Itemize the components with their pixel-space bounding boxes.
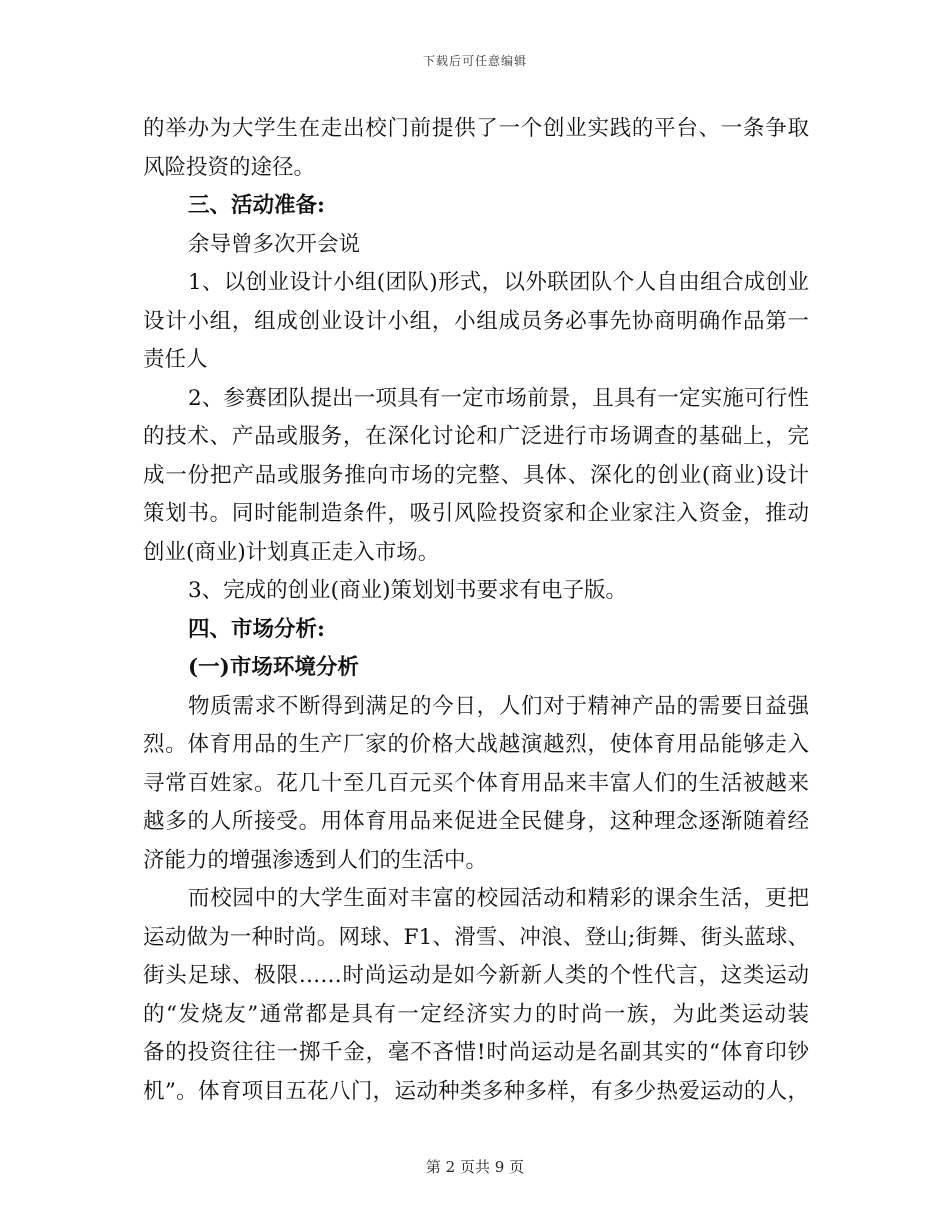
- page-number: 第 2 页共 9 页: [425, 1158, 525, 1176]
- paragraph-line: 备的投资往往一掷千金，毫不吝惜!时尚运动是名副其实的“体育印钞: [143, 1040, 809, 1065]
- section-heading: 四、市场分析:: [188, 616, 325, 642]
- paragraph-line: 设计小组，组成创业设计小组，小组成员务必事先协商明确作品第一: [143, 308, 809, 334]
- paragraph-line: 创业(商业)计划真正走入市场。: [143, 539, 440, 565]
- paragraph-line: 2、参赛团队提出一项具有一定市场前景，且具有一定实施可行性: [188, 385, 809, 411]
- paragraph-line: 而校园中的大学生面对丰富的校园活动和精彩的课余生活，更把: [188, 886, 809, 911]
- paragraph-line: 机”。体育项目五花八门，运动种类多种多样，有多少热爱运动的人，: [143, 1078, 809, 1104]
- paragraph-line: 1、以创业设计小组(团队)形式，以外联团队个人自由组合成创业: [188, 270, 809, 295]
- paragraph-line: 的技术、产品或服务，在深化讨论和广泛进行市场调查的基础上，完: [143, 424, 809, 449]
- document-body: [143, 110, 809, 1111]
- paragraph-line: 3、完成的创业(商业)策划划书要求有电子版。: [188, 578, 627, 603]
- paragraph-line: 物质需求不断得到满足的今日，人们对于精神产品的需要日益强: [188, 693, 809, 719]
- paragraph-line: 余导曾多次开会说: [188, 231, 361, 257]
- paragraph-line: 运动做为一种时尚。网球、F1、滑雪、冲浪、登山;街舞、街头蓝球、: [143, 924, 809, 950]
- section-heading: 三、活动准备:: [188, 193, 325, 218]
- paragraph-line: 策划书。同时能制造条件，吸引风险投资家和企业家注入资金，推动: [143, 501, 809, 526]
- paragraph-line: 越多的人所接受。用体育用品来促进全民健身，这种理念逐渐随着经: [143, 809, 809, 834]
- subsection-heading: (一)市场环境分析: [188, 655, 359, 680]
- paragraph-line: 济能力的增强渗透到人们的生活中。: [143, 847, 488, 873]
- paragraph-line: 的“发烧友”通常都是具有一定经济实力的时尚一族，为此类运动装: [143, 1001, 809, 1027]
- paragraph-line: 寻常百姓家。花几十至几百元买个体育用品来丰富人们的生活被越来: [143, 770, 809, 796]
- paragraph-line: 风险投资的途径。: [143, 154, 316, 180]
- page-header: 下载后可任意编辑: [422, 54, 527, 68]
- paragraph-line: 成一份把产品或服务推向市场的完整、具体、深化的创业(商业)设计: [143, 462, 809, 488]
- paragraph-line: 街头足球、极限……时尚运动是如今新新人类的个性代言，这类运动: [143, 963, 809, 988]
- paragraph-line: 烈。体育用品的生产厂家的价格大战越演越烈，使体育用品能够走入: [143, 732, 809, 757]
- paragraph-line: 的举办为大学生在走出校门前提供了一个创业实践的平台、一条争取: [143, 116, 809, 141]
- paragraph-line: 责任人: [143, 347, 208, 372]
